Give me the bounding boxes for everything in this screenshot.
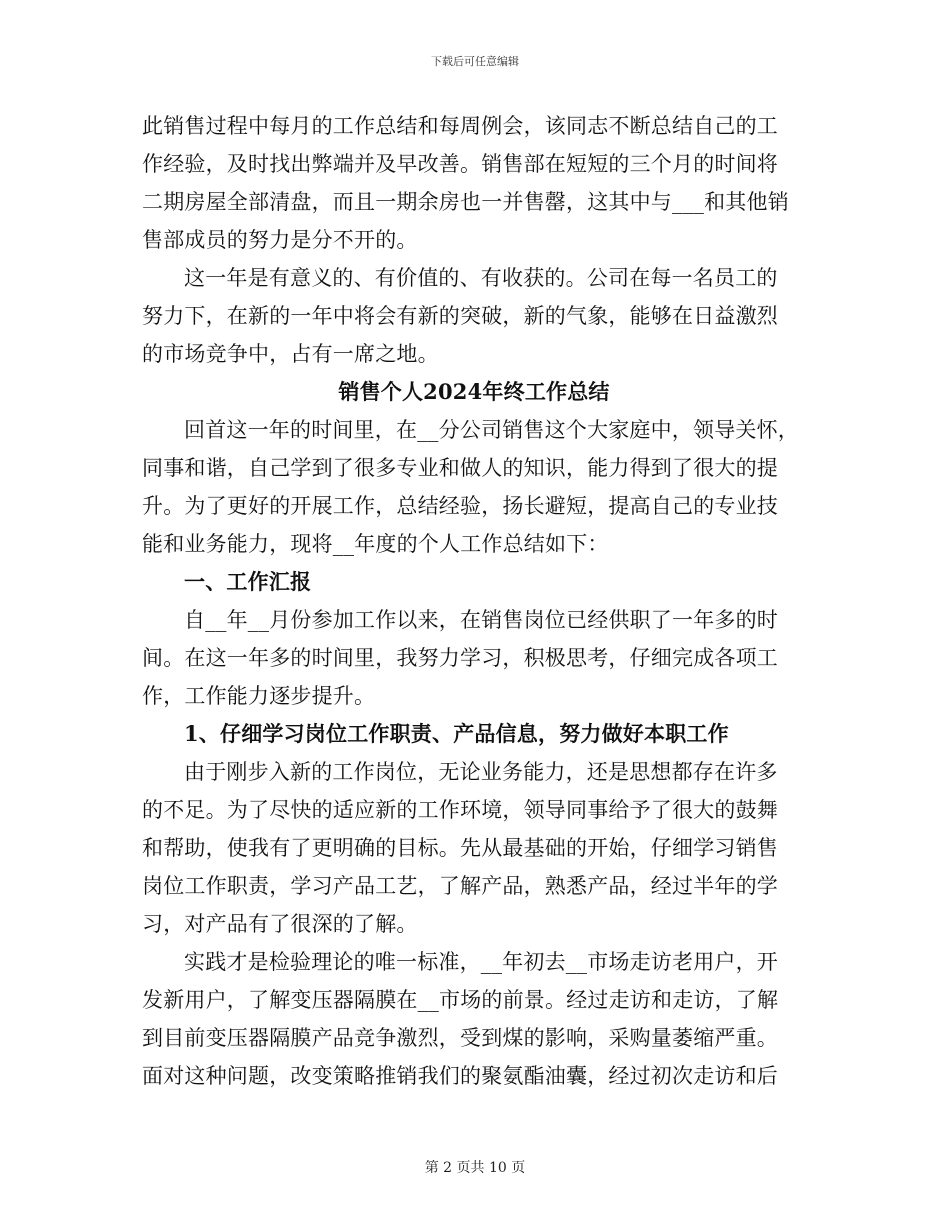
paragraph-line: 由于刚步入新的工作岗位，无论业务能力，还是思想都存在许多	[184, 760, 778, 784]
paragraph-line: 同事和谐，自己学到了很多专业和做人的知识，能力得到了很大的提	[142, 456, 778, 480]
paragraph-line: 升。为了更好的开展工作，总结经验，扬长避短，提高自己的专业技	[142, 494, 778, 518]
document-body	[142, 107, 806, 1095]
paragraph-line: 的市场竞争中，占有一席之地。	[142, 342, 439, 366]
paragraph-line: 习，对产品有了很深的了解。	[142, 912, 418, 936]
paragraph-line: 和帮助，使我有了更明确的目标。先从最基础的开始，仔细学习销售	[142, 836, 778, 860]
paragraph-line: 作，工作能力逐步提升。	[142, 684, 376, 708]
paragraph-line: 努力下，在新的一年中将会有新的突破，新的气象，能够在日益激烈	[142, 304, 778, 328]
paragraph-line: 的不足。为了尽快的适应新的工作环境，领导同事给予了很大的鼓舞	[142, 798, 778, 822]
paragraph-line: 到目前变压器隔膜产品竞争激烈，受到煤的影响，采购量萎缩严重。	[142, 1026, 778, 1050]
page-footer: 第 2 页共 10 页	[424, 1160, 526, 1176]
paragraph-line: 面对这种问题，改变策略推销我们的聚氨酯油囊，经过初次走访和后	[142, 1064, 778, 1088]
paragraph-line: 这一年是有意义的、有价值的、有收获的。公司在每一名员工的	[184, 266, 778, 290]
page-header: 下载后可任意编辑	[431, 55, 519, 68]
section-heading: 1、仔细学习岗位工作职责、产品信息，努力做好本职工作	[184, 721, 729, 746]
paragraph-line: 此销售过程中每月的工作总结和每周例会，该同志不断总结自己的工	[142, 114, 778, 138]
paragraph-line: 售部成员的努力是分不开的。	[142, 228, 418, 252]
paragraph-line: 发新用户，了解变压器隔膜在__市场的前景。经过走访和走访，了解	[142, 988, 779, 1012]
paragraph-line: 作经验，及时找出弊端并及早改善。销售部在短短的三个月的时间将	[142, 152, 778, 176]
document-title: 销售个人2024年终工作总结	[338, 379, 610, 404]
paragraph-line: 岗位工作职责，学习产品工艺，了解产品，熟悉产品，经过半年的学	[142, 874, 778, 898]
paragraph-line: 自__年__月份参加工作以来，在销售岗位已经供职了一年多的时	[184, 608, 778, 632]
paragraph-line: 间。在这一年多的时间里，我努力学习，积极思考，仔细完成各项工	[142, 646, 778, 670]
section-heading: 一、工作汇报	[184, 569, 312, 594]
paragraph-line: 二期房屋全部清盘，而且一期余房也一并售罄，这其中与___和其他销	[142, 190, 789, 214]
paragraph-line: 回首这一年的时间里，在__分公司销售这个大家庭中，领导关怀，	[184, 418, 799, 442]
paragraph-line: 能和业务能力，现将__年度的个人工作总结如下：	[142, 532, 609, 556]
paragraph-line: 实践才是检验理论的唯一标准，__年初去__市场走访老用户，开	[184, 950, 778, 974]
